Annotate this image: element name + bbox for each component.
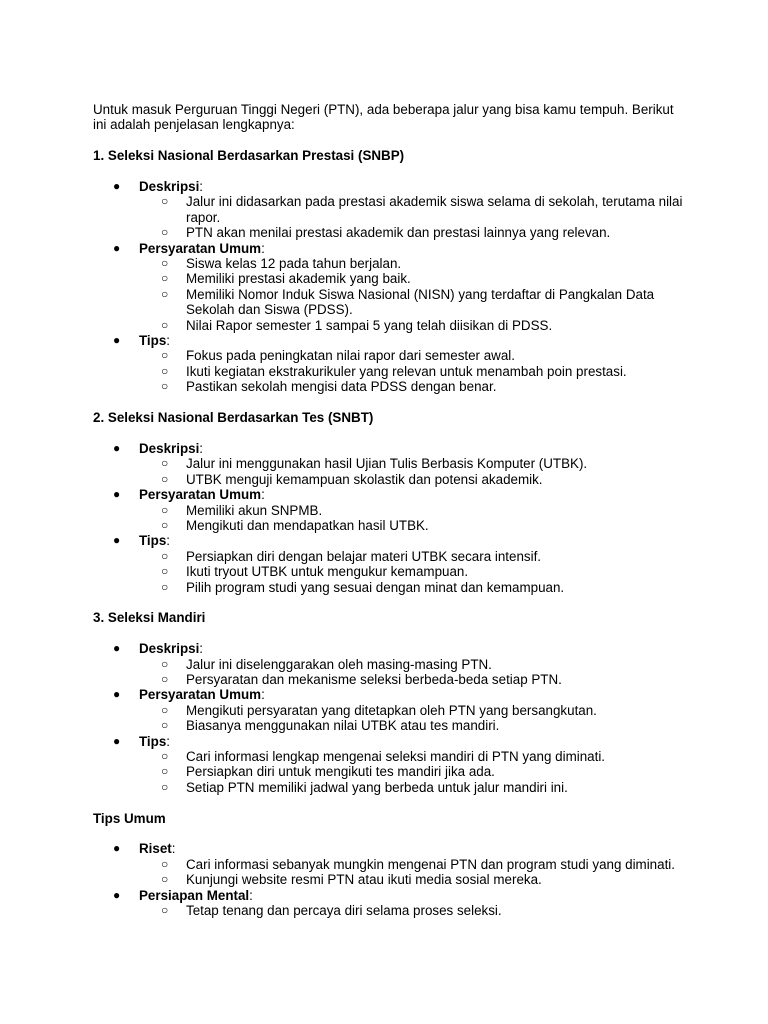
- bullet-icon: ●: [113, 641, 121, 656]
- section-title: 3. Seleksi Mandiri: [93, 610, 206, 626]
- sub-list-item: [139, 256, 683, 271]
- intro-paragraph: Untuk masuk Perguruan Tinggi Negeri (PTN), ada beberapa jalur yang bisa kamu tempuh. Berikut ini adalah penjelasan lengkapnya:: [93, 102, 674, 133]
- section-list: [93, 841, 683, 918]
- sub-list-item: [139, 456, 683, 471]
- sub-list-item-text: Jalur ini menggunakan hasil Ujian Tulis Berbasis Komputer (UTBK).: [186, 456, 588, 472]
- sub-list-item: [139, 780, 683, 795]
- circle-bullet-icon: ○: [161, 256, 169, 271]
- sub-list-item: [139, 672, 683, 687]
- circle-bullet-icon: ○: [161, 872, 169, 887]
- sub-list-item: [139, 718, 683, 733]
- circle-bullet-icon: ○: [161, 286, 169, 301]
- circle-bullet-icon: ○: [161, 856, 169, 871]
- section-list: [93, 441, 683, 595]
- sub-list-item: [139, 703, 683, 718]
- sub-list-item: [139, 318, 683, 333]
- sub-list-item-text: Cari informasi lengkap mengenai seleksi mandiri di PTN yang diminati.: [186, 748, 606, 764]
- group-label: Riset:: [139, 841, 176, 857]
- circle-bullet-icon: ○: [161, 779, 169, 794]
- sub-list-item: [139, 225, 683, 240]
- sub-list-item-text: Jalur ini didasarkan pada prestasi akademik siswa selama di sekolah, terutama nilai rapor.: [186, 194, 683, 225]
- group-label-text: Deskripsi: [139, 641, 200, 657]
- circle-bullet-icon: ○: [161, 564, 169, 579]
- group-label-text: Persyaratan Umum: [139, 487, 262, 503]
- sub-list-item-text: Pilih program studi yang sesuai dengan minat dan kemampuan.: [186, 579, 565, 595]
- group-label-text: Persyaratan Umum: [139, 240, 262, 256]
- sub-list-item-text: Memiliki akun SNPMB.: [186, 502, 323, 518]
- circle-bullet-icon: ○: [161, 671, 169, 686]
- sub-list-item-text: Fokus pada peningkatan nilai rapor dari semester awal.: [186, 348, 515, 364]
- sub-list: [139, 703, 683, 734]
- circle-bullet-icon: ○: [161, 456, 169, 471]
- circle-bullet-icon: ○: [161, 194, 169, 209]
- group-label: Persyaratan Umum:: [139, 240, 265, 256]
- section-list: [93, 641, 683, 795]
- section-list: [93, 179, 683, 395]
- group-label-text: Deskripsi: [139, 440, 200, 456]
- sub-list-item: [139, 764, 683, 779]
- sub-list: [139, 194, 683, 240]
- sub-list: [139, 549, 683, 595]
- bullet-icon: ●: [113, 533, 121, 548]
- sub-list-item: [139, 287, 683, 318]
- circle-bullet-icon: ○: [161, 903, 169, 917]
- sub-list-item: [139, 657, 683, 672]
- list-item: [93, 888, 683, 919]
- bullet-icon: ●: [113, 440, 121, 455]
- bullet-icon: ●: [113, 887, 121, 902]
- sub-list-item: [139, 549, 683, 564]
- circle-bullet-icon: ○: [161, 748, 169, 763]
- circle-bullet-icon: ○: [161, 471, 169, 486]
- sub-list-item-text: UTBK menguji kemampuan skolastik dan potensi akademik.: [186, 471, 543, 487]
- group-label: Tips:: [139, 333, 171, 349]
- sub-list-item-text: Biasanya menggunakan nilai UTBK atau tes mandiri.: [186, 718, 500, 734]
- sub-list-item: [139, 903, 683, 918]
- sub-list-item-text: Setiap PTN memiliki jadwal yang berbeda untuk jalur mandiri ini.: [186, 779, 568, 795]
- list-item: [93, 441, 683, 487]
- sub-list-item-text: Mengikuti persyaratan yang ditetapkan oleh PTN yang bersangkutan.: [186, 702, 597, 718]
- bullet-icon: ●: [113, 487, 121, 502]
- section-title: 1. Seleksi Nasional Berdasarkan Prestasi (SNBP): [93, 148, 405, 164]
- sub-list-item-text: Persiapkan diri dengan belajar materi UTBK secara intensif.: [186, 548, 542, 564]
- sub-list-item-text: Kunjungi website resmi PTN atau ikuti media sosial mereka.: [186, 872, 542, 888]
- circle-bullet-icon: ○: [161, 764, 169, 779]
- sub-list-item: [139, 503, 683, 518]
- sub-list-item: [139, 271, 683, 286]
- list-item: [93, 333, 683, 395]
- group-label-text: Tips: [139, 533, 167, 549]
- list-item: [93, 641, 683, 687]
- sub-list-item-text: Tetap tenang dan percaya diri selama proses seleksi.: [186, 903, 502, 918]
- bullet-icon: ●: [113, 240, 121, 255]
- circle-bullet-icon: ○: [161, 317, 169, 332]
- sub-list-item-text: Persyaratan dan mekanisme seleksi berbeda-beda setiap PTN.: [186, 671, 562, 687]
- sub-list: [139, 256, 683, 333]
- section-title: Tips Umum: [93, 810, 166, 826]
- list-item: [93, 179, 683, 241]
- sub-list-item-text: Memiliki prestasi akademik yang baik.: [186, 271, 411, 287]
- sub-list: [139, 903, 683, 918]
- sub-list: [139, 348, 683, 394]
- document-page: [93, 102, 683, 918]
- sub-list-item: [139, 194, 683, 225]
- sub-list-item-text: Nilai Rapor semester 1 sampai 5 yang telah diisikan di PDSS.: [186, 317, 553, 333]
- circle-bullet-icon: ○: [161, 363, 169, 378]
- circle-bullet-icon: ○: [161, 702, 169, 717]
- circle-bullet-icon: ○: [161, 656, 169, 671]
- group-label-text: Tips: [139, 733, 167, 749]
- circle-bullet-icon: ○: [161, 379, 169, 394]
- sub-list-item: [139, 872, 683, 887]
- sub-list-item: [139, 518, 683, 533]
- sub-list: [139, 749, 683, 795]
- sub-list-item-text: Persiapkan diri untuk mengikuti tes mandiri jika ada.: [186, 764, 495, 780]
- circle-bullet-icon: ○: [161, 502, 169, 517]
- circle-bullet-icon: ○: [161, 579, 169, 594]
- sections-container: [93, 148, 683, 918]
- group-label: Tips:: [139, 533, 171, 549]
- bullet-icon: ●: [113, 841, 121, 856]
- list-item: [93, 734, 683, 796]
- sub-list-item-text: Memiliki Nomor Induk Siswa Nasional (NISN) yang terdaftar di Pangkalan Data Sekolah dan Siswa (PDSS).: [186, 286, 655, 318]
- circle-bullet-icon: ○: [161, 548, 169, 563]
- sub-list-item-text: Siswa kelas 12 pada tahun berjalan.: [186, 256, 402, 272]
- sub-list-item: [139, 348, 683, 363]
- list-item: [93, 841, 683, 887]
- list-item: [93, 687, 683, 733]
- section-title: 2. Seleksi Nasional Berdasarkan Tes (SNBT): [93, 410, 374, 426]
- group-label-text: Riset: [139, 841, 172, 857]
- group-label: Deskripsi:: [139, 179, 204, 194]
- circle-bullet-icon: ○: [161, 718, 169, 733]
- sub-list-item-text: PTN akan menilai prestasi akademik dan prestasi lainnya yang relevan.: [186, 225, 611, 241]
- group-label: Persiapan Mental:: [139, 887, 253, 903]
- circle-bullet-icon: ○: [161, 225, 169, 240]
- sub-list-item-text: Ikuti kegiatan ekstrakurikuler yang relevan untuk menambah poin prestasi.: [186, 363, 627, 379]
- sub-list: [139, 657, 683, 688]
- sub-list-item: [139, 379, 683, 394]
- sub-list: [139, 456, 683, 487]
- group-label: Persyaratan Umum:: [139, 487, 265, 503]
- circle-bullet-icon: ○: [161, 271, 169, 286]
- circle-bullet-icon: ○: [161, 517, 169, 532]
- bullet-icon: ●: [113, 179, 121, 193]
- list-item: [93, 533, 683, 595]
- sub-list-item: [139, 749, 683, 764]
- list-item: [93, 487, 683, 533]
- group-label: Deskripsi:: [139, 440, 204, 456]
- bullet-icon: ●: [113, 687, 121, 702]
- bullet-icon: ●: [113, 733, 121, 748]
- sub-list-item: [139, 580, 683, 595]
- sub-list-item: [139, 564, 683, 579]
- sub-list-item: [139, 857, 683, 872]
- sub-list-item: [139, 364, 683, 379]
- sub-list-item-text: Pastikan sekolah mengisi data PDSS dengan benar.: [186, 379, 497, 395]
- bullet-icon: ●: [113, 333, 121, 348]
- group-label-text: Deskripsi: [139, 179, 200, 194]
- sub-list-item-text: Jalur ini diselenggarakan oleh masing-masing PTN.: [186, 656, 492, 672]
- sub-list-item: [139, 472, 683, 487]
- list-item: [93, 241, 683, 333]
- group-label-text: Persiapan Mental: [139, 887, 250, 903]
- sub-list-item-text: Cari informasi sebanyak mungkin mengenai PTN dan program studi yang diminati.: [186, 856, 675, 872]
- group-label: Deskripsi:: [139, 641, 204, 657]
- group-label-text: Tips: [139, 333, 167, 349]
- group-label: Tips:: [139, 733, 171, 749]
- group-label: Persyaratan Umum:: [139, 687, 265, 703]
- sub-list: [139, 503, 683, 534]
- circle-bullet-icon: ○: [161, 348, 169, 363]
- sub-list-item-text: Mengikuti dan mendapatkan hasil UTBK.: [186, 517, 429, 533]
- sub-list-item-text: Ikuti tryout UTBK untuk mengukur kemampuan.: [186, 564, 469, 580]
- group-label-text: Persyaratan Umum: [139, 687, 262, 703]
- sub-list: [139, 857, 683, 888]
